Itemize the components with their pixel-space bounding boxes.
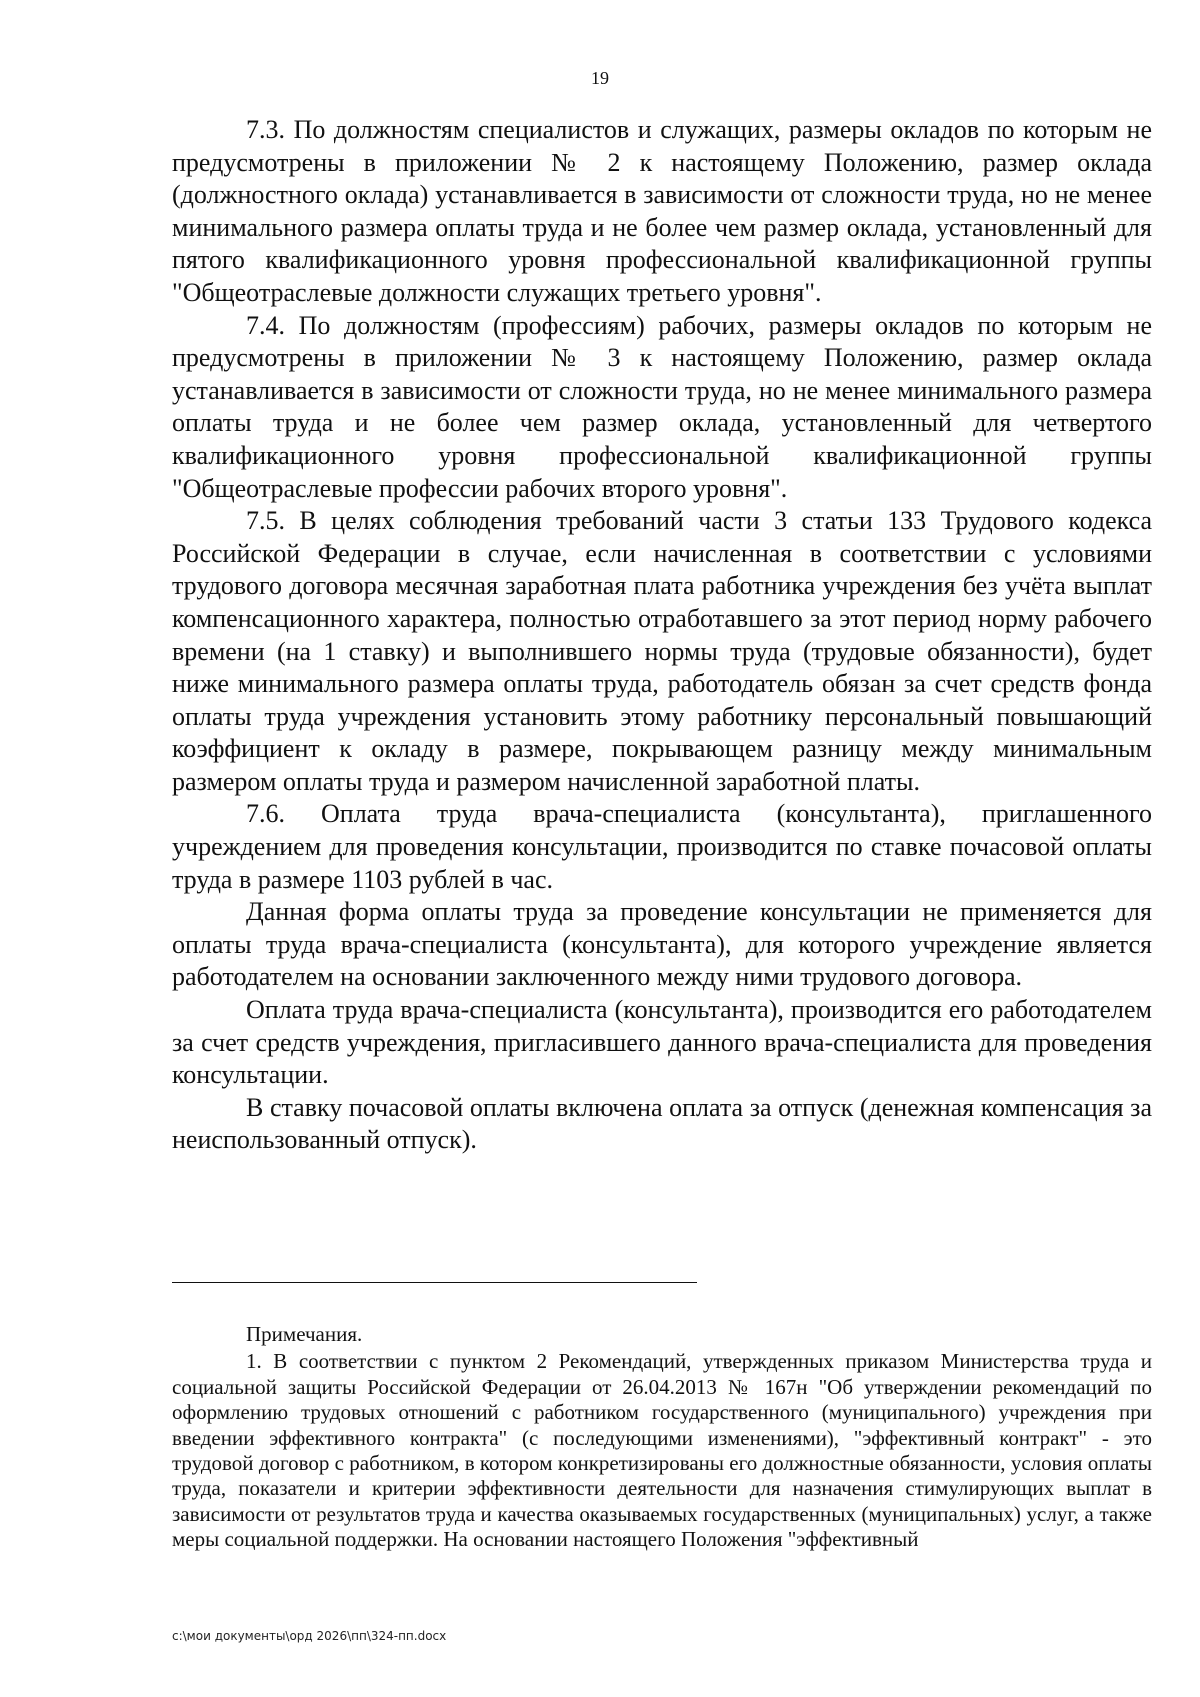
paragraph-7-3: 7.3. По должностям специалистов и служащих, размеры окладов по которым не предусмотрены в приложении № 2 к настоящему Положению, размер оклада (должностного оклада) устанавливается в зависимости от сложности труда, но не менее минимального размера оплаты труда и не более чем размер оклада, установленный для пятого квалификационного уровня профессиональной квалификационной группы "Общеотраслевые должности служащих третьего уровня".: [172, 115, 1152, 307]
paragraph-consultation-exception: Данная форма оплаты труда за проведение консультации не применяется для оплаты труда врача-специалиста (консультанта), для которого учреждение является работодателем на основании заключенного между ними трудового договора.: [172, 897, 1152, 992]
notes-section: [172, 1322, 1152, 1553]
paragraph-employer-payment: Оплата труда врача-специалиста (консультанта), производится его работодателем за счет средств учреждения, пригласившего данного врача-специалиста для проведения консультации.: [172, 995, 1152, 1090]
paragraph-7-5: 7.5. В целях соблюдения требований части 3 статьи 133 Трудового кодекса Российской Федерации в случае, если начисленная в соответствии с условиями трудового договора месячная заработная плата работника учреждения без учёта выплат компенсационного характера, полностью отработавшего за этот период норму рабочего времени (на 1 ставку) и выполнившего нормы труда (трудовые обязанности), будет ниже минимального размера оплаты труда, работодатель обязан за счет средств фонда оплаты труда учреждения установить этому работнику персональный повышающий коэффициент к окладу в размере, покрывающем разницу между минимальным размером оплаты труда и размером начисленной заработной платы.: [172, 506, 1152, 796]
note-item: 1. В соответствии с пунктом 2 Рекомендаций, утвержденных приказом Министерства труда и социальной защиты Российской Федерации от 26.04.2013 № 167н "Об утверждении рекомендаций по оформлению трудовых отношений с работником государственного (муниципального) учреждения при введении эффективного контракта" (с последующими изменениями), "эффективный контракт" - это трудовой договор с работником, в котором конкретизированы его должностные обязанности, условия оплаты труда, показатели и критерии эффективности деятельности для назначения стимулирующих выплат в зависимости от результатов труда и качества оказываемых государственных (муниципальных) услуг, а также меры социальной поддержки. На основании настоящего Положения "эффективный: [172, 1349, 1152, 1552]
paragraph-vacation-included: В ставку почасовой оплаты включена оплата за отпуск (денежная компенсация за неиспользованный отпуск).: [172, 1092, 1152, 1155]
page-number: 19: [591, 68, 609, 88]
file-path-footer: c:\мои документы\орд 2026\пп\324-пп.docx: [172, 1629, 447, 1643]
notes-title: Примечания.: [246, 1322, 363, 1346]
document-body: [172, 114, 1152, 1157]
footnote-separator: [172, 1282, 697, 1283]
paragraph-7-6: 7.6. Оплата труда врача-специалиста (консультанта), приглашенного учреждением для проведения консультации, производится по ставке почасовой оплаты труда в размере 1103 рублей в час.: [172, 799, 1152, 894]
paragraph-7-4: 7.4. По должностям (профессиям) рабочих, размеры окладов по которым не предусмотрены в приложении № 3 к настоящему Положению, размер оклада устанавливается в зависимости от сложности труда, но не менее минимального размера оплаты труда и не более чем размер оклада, установленный для четвертого квалификационного уровня профессиональной квалификационной группы "Общеотраслевые профессии рабочих второго уровня".: [172, 310, 1152, 503]
